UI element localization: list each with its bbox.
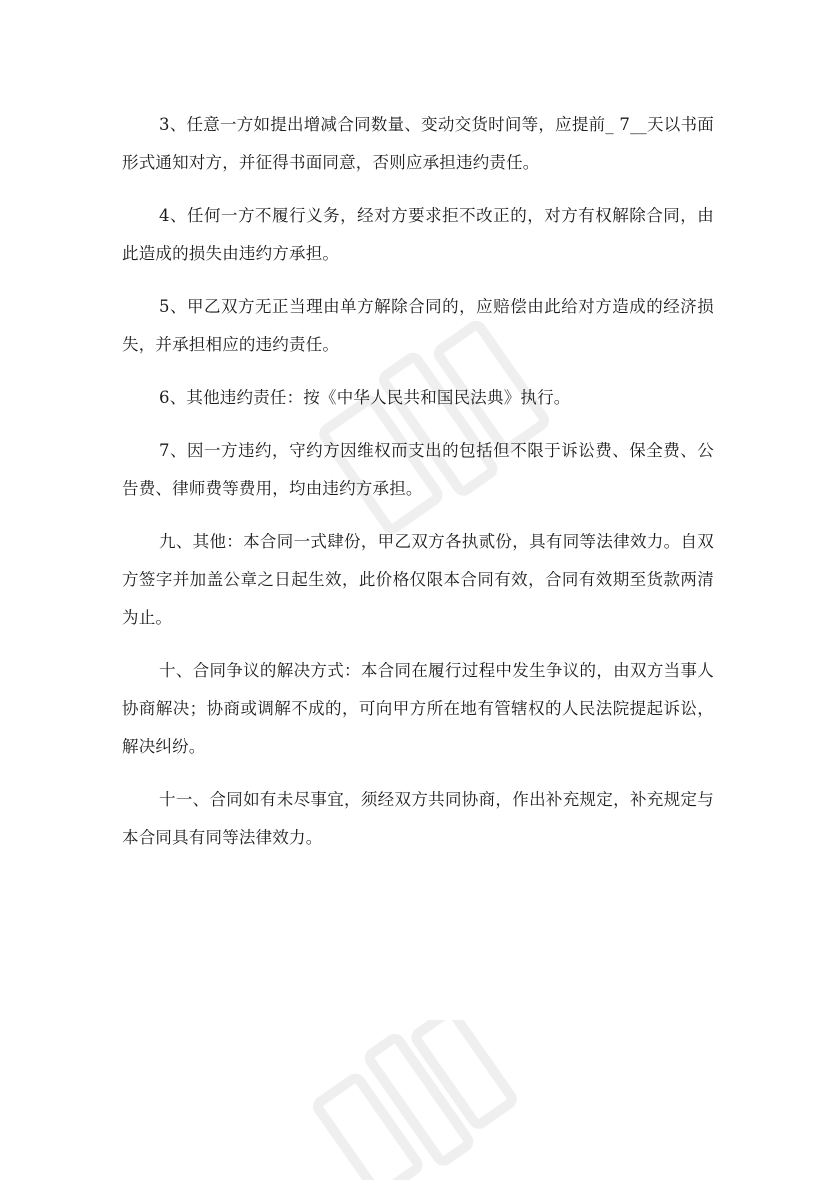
- clause-6-paragraph: 6、其他违约责任：按《中华人民共和国民法典》执行。: [159, 388, 571, 407]
- section-9-other-paragraph: 九、其他：本合同一式肆份，甲乙双方各执贰份，具有同等法律效力。自双方签字并加盖公章之日起生效，此价格仅限本合同有效，合同有效期至货款两清为止。: [122, 532, 714, 627]
- clause-3-paragraph: 3、任意一方如提出增减合同数量、变动交货时间等，应提前_ 7__天以书面形式通知对方，并征得书面同意，否则应承担违约责任。: [122, 115, 714, 172]
- section-10-dispute-paragraph: 十、合同争议的解决方式：本合同在履行过程中发生争议的，由双方当事人协商解决；协商或调解不成的，可向甲方所在地有管辖权的人民法院提起诉讼，解决纠纷。: [122, 661, 714, 756]
- section-11-supplement-paragraph: 十一、合同如有未尽事宜，须经双方共同协商，作出补充规定，补充规定与本合同具有同等法律效力。: [122, 790, 714, 847]
- clause-5-paragraph: 5、甲乙双方无正当理由单方解除合同的，应赔偿由此给对方造成的经济损失，并承担相应的违约责任。: [122, 297, 714, 354]
- clause-4-paragraph: 4、任何一方不履行义务，经对方要求拒不改正的，对方有权解除合同，由此造成的损失由违约方承担。: [122, 206, 714, 263]
- clause-7-paragraph: 7、因一方违约，守约方因维权而支出的包括但不限于诉讼费、保全费、公告费、律师费等费用，均由违约方承担。: [122, 441, 714, 498]
- watermark-mark-bottom: [300, 1020, 520, 1180]
- contract-body: [122, 106, 714, 857]
